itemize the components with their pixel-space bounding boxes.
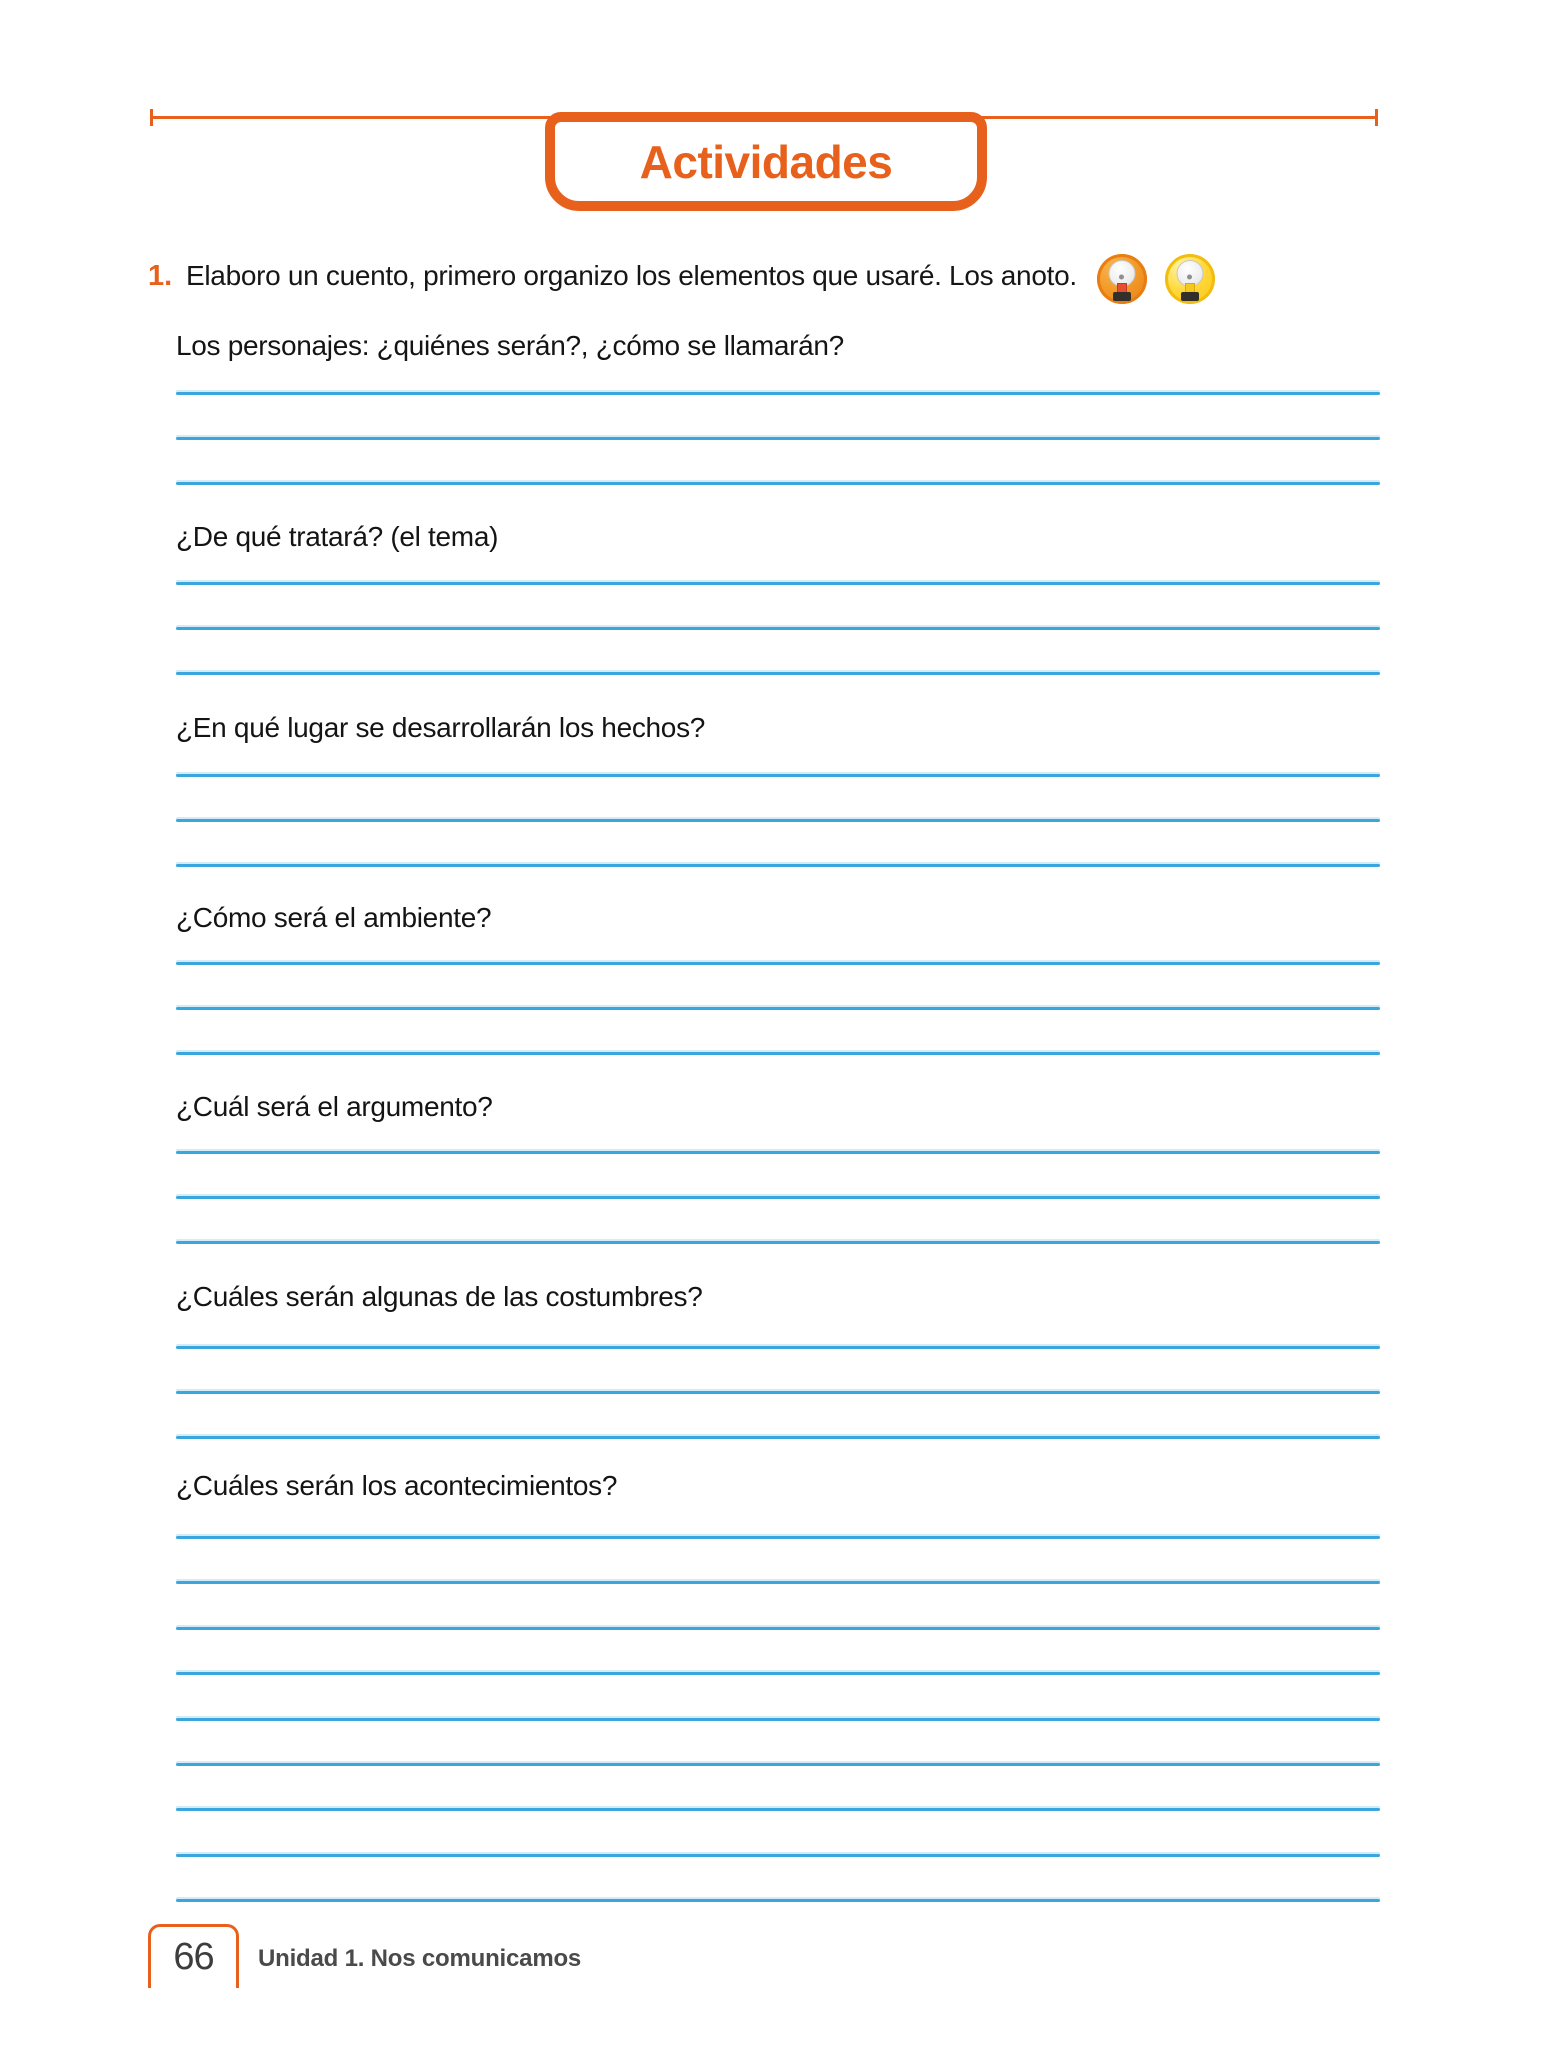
unit-label: Unidad 1. Nos comunicamos	[258, 1945, 582, 1972]
writing-line	[176, 672, 1380, 675]
writing-line	[176, 1536, 1380, 1539]
section-prompt: ¿Cuáles serán los acontecimientos?	[176, 1470, 618, 1501]
writing-line	[176, 1672, 1380, 1675]
writing-line	[176, 1627, 1380, 1630]
writing-line	[176, 437, 1380, 440]
writing-line	[176, 1241, 1380, 1244]
writing-line	[176, 1346, 1380, 1349]
writing-line	[176, 864, 1380, 867]
page-title: Actividades	[639, 135, 893, 188]
writing-line	[176, 1052, 1380, 1055]
activity-number: 1.	[148, 260, 173, 292]
writing-line	[176, 1391, 1380, 1394]
writing-line	[176, 1436, 1380, 1439]
writing-line	[176, 1581, 1380, 1584]
writing-line	[176, 1196, 1380, 1199]
writing-line	[176, 819, 1380, 822]
writing-line	[176, 1808, 1380, 1811]
writing-line	[176, 1854, 1380, 1857]
writing-line	[176, 1899, 1380, 1902]
section-prompt: Los personajes: ¿quiénes serán?, ¿cómo se llamarán?	[176, 330, 844, 361]
writing-line	[176, 627, 1380, 630]
section-prompt: ¿Cómo será el ambiente?	[176, 902, 492, 933]
section-prompt: ¿De qué tratará? (el tema)	[176, 521, 499, 552]
page-number-badge	[148, 1924, 239, 1988]
writing-line	[176, 392, 1380, 395]
writing-line	[176, 1763, 1380, 1766]
writing-line	[176, 482, 1380, 485]
writing-line	[176, 1718, 1380, 1721]
writing-line	[176, 1007, 1380, 1010]
writing-line	[176, 774, 1380, 777]
section-prompt: ¿Cuál será el argumento?	[176, 1091, 493, 1122]
writing-line	[176, 962, 1380, 965]
section-prompt: ¿Cuáles serán algunas de las costumbres?	[176, 1281, 703, 1312]
writing-line	[176, 582, 1380, 585]
activity-instruction: Elaboro un cuento, primero organizo los elementos que usaré. Los anoto.	[186, 260, 1077, 291]
writing-line	[176, 1151, 1380, 1154]
page-number: 66	[173, 1936, 214, 1978]
section-prompt: ¿En qué lugar se desarrollarán los hechos?	[176, 712, 706, 743]
